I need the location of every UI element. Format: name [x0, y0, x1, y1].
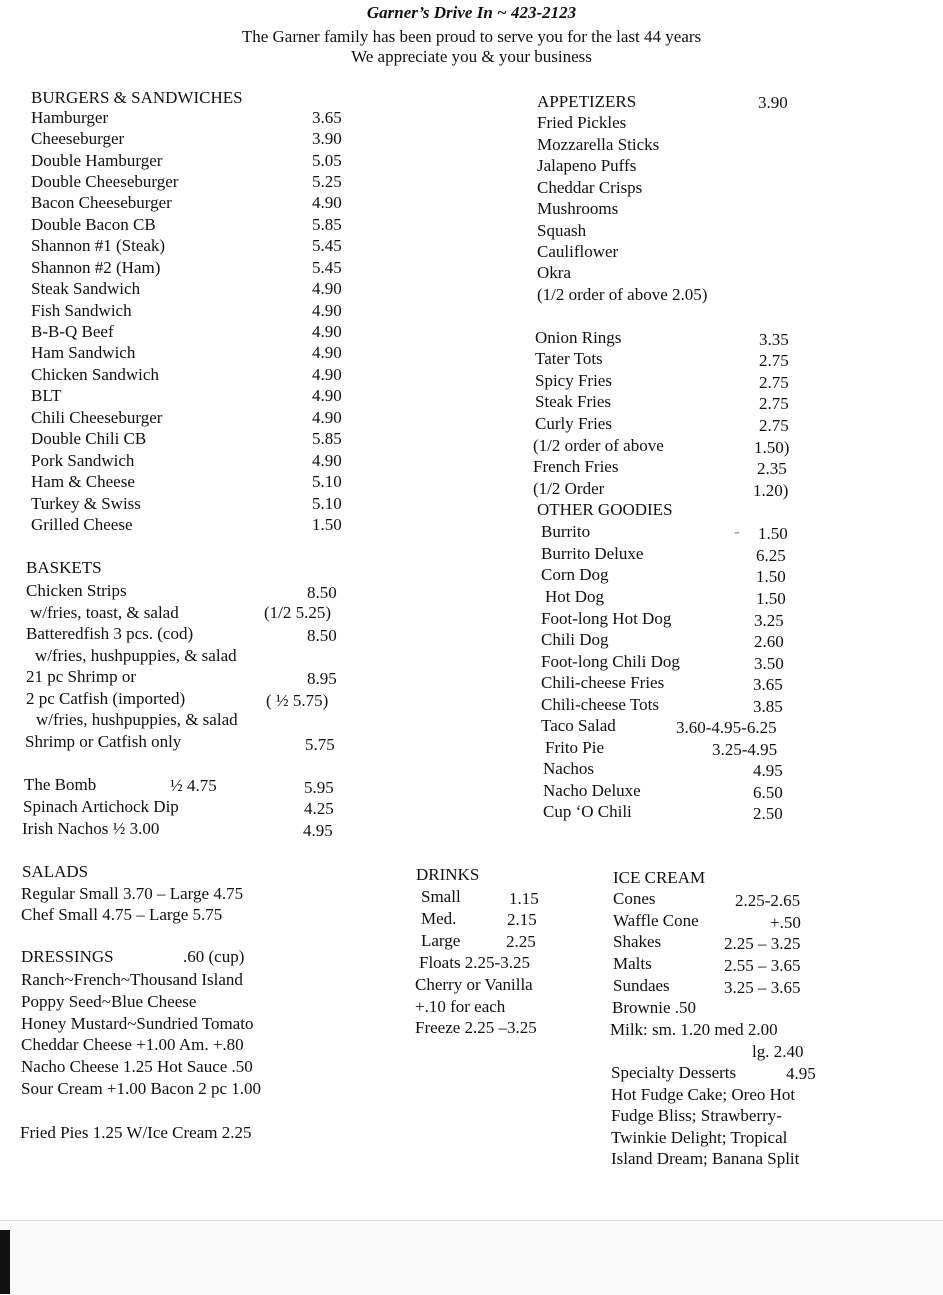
menu-price: 1.50	[756, 589, 786, 608]
menu-item: Hot Dog	[545, 587, 605, 606]
menu-thanks: We appreciate you & your business	[351, 47, 592, 66]
menu-price: 8.50	[307, 626, 337, 645]
menu-item: Jalapeno Puffs	[537, 156, 637, 175]
menu-item: Grilled Cheese	[31, 515, 133, 534]
menu-price: 1.15	[509, 889, 539, 908]
menu-item: Spinach Artichock Dip	[23, 797, 179, 816]
menu-price: 1.50	[758, 524, 788, 543]
scan-edge-shadow	[0, 1230, 10, 1294]
menu-item: Onion Rings	[535, 328, 622, 347]
menu-item: Floats 2.25-3.25	[419, 953, 530, 972]
menu-price: 2.60	[754, 632, 784, 651]
menu-item: Turkey & Swiss	[31, 494, 141, 513]
menu-item: 2 pc Catfish (imported)	[26, 689, 186, 708]
menu-item: BLT	[31, 386, 62, 405]
menu-item-note: Twinkie Delight; Tropical	[611, 1128, 788, 1147]
menu-item: Nacho Cheese 1.25 Hot Sauce .50	[21, 1057, 253, 1076]
menu-item: Double Cheeseburger	[31, 172, 179, 191]
menu-price: 3.35	[759, 330, 789, 349]
menu-item: Steak Sandwich	[31, 279, 141, 298]
scan-bottom-band	[0, 1220, 943, 1295]
menu-price: 2.35	[757, 459, 787, 478]
menu-item: Sour Cream +1.00 Bacon 2 pc 1.00	[21, 1079, 261, 1098]
menu-item: Frito Pie	[545, 738, 605, 757]
menu-price: 4.25	[304, 799, 334, 818]
menu-item: 21 pc Shrimp or	[26, 667, 137, 686]
menu-price: 5.05	[312, 151, 342, 170]
goodies-heading: OTHER GOODIES	[537, 500, 673, 519]
menu-item: Cheddar Crisps	[537, 178, 643, 197]
menu-item-note: +.10 for each	[415, 997, 506, 1016]
menu-price: 2.75	[759, 416, 789, 435]
menu-price: 5.45	[312, 236, 342, 255]
menu-item-note: Hot Fudge Cake; Oreo Hot	[611, 1085, 796, 1104]
menu-item: Cheeseburger	[31, 129, 125, 148]
menu-price: 4.95	[786, 1064, 816, 1083]
menu-item: lg. 2.40	[752, 1042, 804, 1061]
menu-price: 4.90	[312, 301, 342, 320]
menu-price: 1.50	[756, 567, 786, 586]
menu-item: Mushrooms	[537, 199, 619, 218]
ice-cream-heading: ICE CREAM	[613, 868, 706, 887]
menu-item-note: (1/2 order of above 2.05)	[537, 285, 708, 304]
menu-item: Chef Small 4.75 – Large 5.75	[21, 905, 223, 924]
menu-price: 4.90	[312, 322, 342, 341]
menu-item: Spicy Fries	[535, 371, 612, 390]
menu-item: Specialty Desserts	[611, 1063, 737, 1082]
menu-item-note: (1/2 Order	[533, 479, 605, 498]
menu-item: Hamburger	[31, 108, 109, 127]
menu-item: Ham & Cheese	[31, 472, 135, 491]
menu-item: Malts	[613, 954, 652, 973]
menu-item: Okra	[537, 263, 571, 282]
menu-item: Chili-cheese Tots	[541, 695, 659, 714]
menu-item: Large	[421, 931, 461, 950]
menu-price: 4.90	[312, 451, 342, 470]
menu-item: Fried Pickles	[537, 113, 627, 132]
drinks-heading: DRINKS	[416, 865, 480, 884]
menu-price: 5.85	[312, 215, 342, 234]
menu-price: 3.65	[312, 108, 342, 127]
menu-item: Cup ‘O Chili	[543, 802, 632, 821]
menu-price: 5.75	[305, 735, 335, 754]
menu-price: 2.25-2.65	[735, 891, 801, 910]
menu-price: 1.50)	[754, 438, 790, 457]
menu-price: ( ½ 5.75)	[266, 691, 329, 710]
menu-item: Double Chili CB	[31, 429, 147, 448]
menu-item-note: w/fries, hushpuppies, & salad	[36, 710, 238, 729]
menu-price: 2.75	[759, 373, 789, 392]
menu-item: Shrimp or Catfish only	[25, 732, 182, 751]
menu-item: Double Bacon CB	[31, 215, 156, 234]
menu-item: Bacon Cheeseburger	[31, 193, 172, 212]
menu-price: 4.90	[312, 279, 342, 298]
menu-tagline: The Garner family has been proud to serve you for the last 44 years	[241, 27, 702, 46]
menu-price: ½ 4.75	[170, 776, 217, 795]
menu-price: 4.90	[312, 386, 342, 405]
menu-item: Chicken Strips	[26, 581, 127, 600]
menu-item: Small	[421, 887, 461, 906]
menu-item: Steak Fries	[535, 392, 612, 411]
menu-item: Chili Cheeseburger	[31, 408, 163, 427]
menu-price: 5.10	[312, 472, 342, 491]
menu-item: B-B-Q Beef	[31, 322, 114, 341]
menu-price: 2.75	[759, 351, 789, 370]
menu-price: 3.60-4.95-6.25	[676, 718, 777, 737]
menu-price: 4.95	[303, 821, 333, 840]
menu-price: 5.25	[312, 172, 342, 191]
menu-item-note: w/fries, hushpuppies, & salad	[35, 646, 237, 665]
menu-price: 3.25-4.95	[712, 740, 778, 759]
menu-item: Milk: sm. 1.20 med 2.00	[610, 1020, 778, 1039]
menu-item: Freeze 2.25 –3.25	[415, 1018, 537, 1037]
menu-item: Curly Fries	[535, 414, 612, 433]
menu-item: Waffle Cone	[613, 911, 699, 930]
menu-item-note: Fudge Bliss; Strawberry-	[611, 1106, 782, 1125]
menu-item: Chicken Sandwich	[31, 365, 159, 384]
menu-item: Tater Tots	[535, 349, 603, 368]
menu-item: Burrito	[541, 522, 591, 541]
menu-price: 3.85	[753, 697, 783, 716]
menu-item: Fish Sandwich	[31, 301, 132, 320]
menu-price: 6.25	[756, 546, 786, 565]
menu-price: 2.25	[506, 932, 536, 951]
menu-item: Shannon #2 (Ham)	[31, 258, 161, 277]
menu-price: 1.20)	[753, 481, 789, 500]
menu-item: Poppy Seed~Blue Cheese	[21, 992, 197, 1011]
menu-price: 2.55 – 3.65	[724, 956, 801, 975]
menu-item: Ham Sandwich	[31, 343, 136, 362]
menu-price: 1.50	[312, 515, 342, 534]
menu-item: Cheddar Cheese +1.00 Am. +.80	[21, 1035, 244, 1054]
menu-item: Taco Salad	[541, 716, 616, 735]
menu-item: Regular Small 3.70 – Large 4.75	[21, 884, 244, 903]
menu-item: Fried Pies 1.25 W/Ice Cream 2.25	[20, 1123, 252, 1142]
menu-item-note: w/fries, toast, & salad	[30, 603, 179, 622]
menu-price: 8.95	[307, 669, 337, 688]
menu-item: Corn Dog	[541, 565, 609, 584]
menu-item: Brownie .50	[612, 998, 697, 1017]
menu-item: Cones	[613, 889, 656, 908]
menu-price: 2.75	[759, 394, 789, 413]
salads-heading: SALADS	[22, 862, 89, 881]
menu-item: Shannon #1 (Steak)	[31, 236, 166, 255]
menu-item: Squash	[537, 221, 587, 240]
menu-item: French Fries	[533, 457, 619, 476]
menu-price: 4.90	[312, 365, 342, 384]
menu-price: .60 (cup)	[183, 947, 245, 966]
menu-item: Pork Sandwich	[31, 451, 135, 470]
burgers-heading: BURGERS & SANDWICHES	[31, 88, 243, 107]
menu-price: 4.95	[753, 761, 783, 780]
menu-price: 2.25 – 3.25	[724, 934, 801, 953]
menu-item: Med.	[421, 909, 457, 928]
menu-price: 2.50	[753, 804, 783, 823]
menu-price: 8.50	[307, 583, 337, 602]
menu-title: Garner’s Drive In ~ 423-2123	[366, 3, 577, 22]
menu-price: +.50	[770, 913, 801, 932]
menu-item: Shakes	[613, 932, 662, 951]
menu-item: Ranch~French~Thousand Island	[21, 970, 243, 989]
menu-price: (1/2 5.25)	[264, 603, 332, 622]
menu-item: Nachos	[543, 759, 594, 778]
menu-item: Double Hamburger	[31, 151, 163, 170]
menu-item: Sundaes	[613, 976, 670, 995]
menu-price: 3.25 – 3.65	[724, 978, 801, 997]
menu-item: Cauliflower	[537, 242, 619, 261]
menu-price: 2.15	[507, 910, 537, 929]
menu-item: Mozzarella Sticks	[537, 135, 660, 154]
menu-price: 5.95	[304, 778, 334, 797]
menu-item: Irish Nachos ½ 3.00	[22, 819, 160, 838]
menu-item: Foot-long Hot Dog	[541, 609, 672, 628]
menu-price: 4.90	[312, 343, 342, 362]
menu-price: 5.85	[312, 429, 342, 448]
menu-price: 5.45	[312, 258, 342, 277]
menu-item: Chili Dog	[541, 630, 609, 649]
price-dash: -	[734, 522, 740, 541]
menu-item: Chili-cheese Fries	[541, 673, 665, 692]
menu-price: 5.10	[312, 494, 342, 513]
menu-price: 4.90	[312, 193, 342, 212]
menu-item-note: (1/2 order of above	[533, 436, 664, 455]
menu-item-note: Island Dream; Banana Split	[611, 1149, 800, 1168]
menu-item: The Bomb	[24, 775, 97, 794]
dressings-heading: DRESSINGS	[21, 947, 114, 966]
menu-item: Burrito Deluxe	[541, 544, 644, 563]
menu-price: 3.25	[754, 611, 784, 630]
menu-item: Honey Mustard~Sundried Tomato	[21, 1014, 254, 1033]
baskets-heading: BASKETS	[26, 558, 102, 577]
appetizers-heading: APPETIZERS	[537, 92, 637, 111]
menu-price: 6.50	[753, 783, 783, 802]
menu-item: Foot-long Chili Dog	[541, 652, 680, 671]
menu-price: 3.90	[312, 129, 342, 148]
menu-item: Batteredfish 3 pcs. (cod)	[26, 624, 194, 643]
menu-item: Cherry or Vanilla	[415, 975, 533, 994]
menu-item: Nacho Deluxe	[543, 781, 641, 800]
menu-price: 3.50	[754, 654, 784, 673]
menu-price: 3.90	[758, 93, 788, 112]
menu-price: 4.90	[312, 408, 342, 427]
menu-price: 3.65	[753, 675, 783, 694]
